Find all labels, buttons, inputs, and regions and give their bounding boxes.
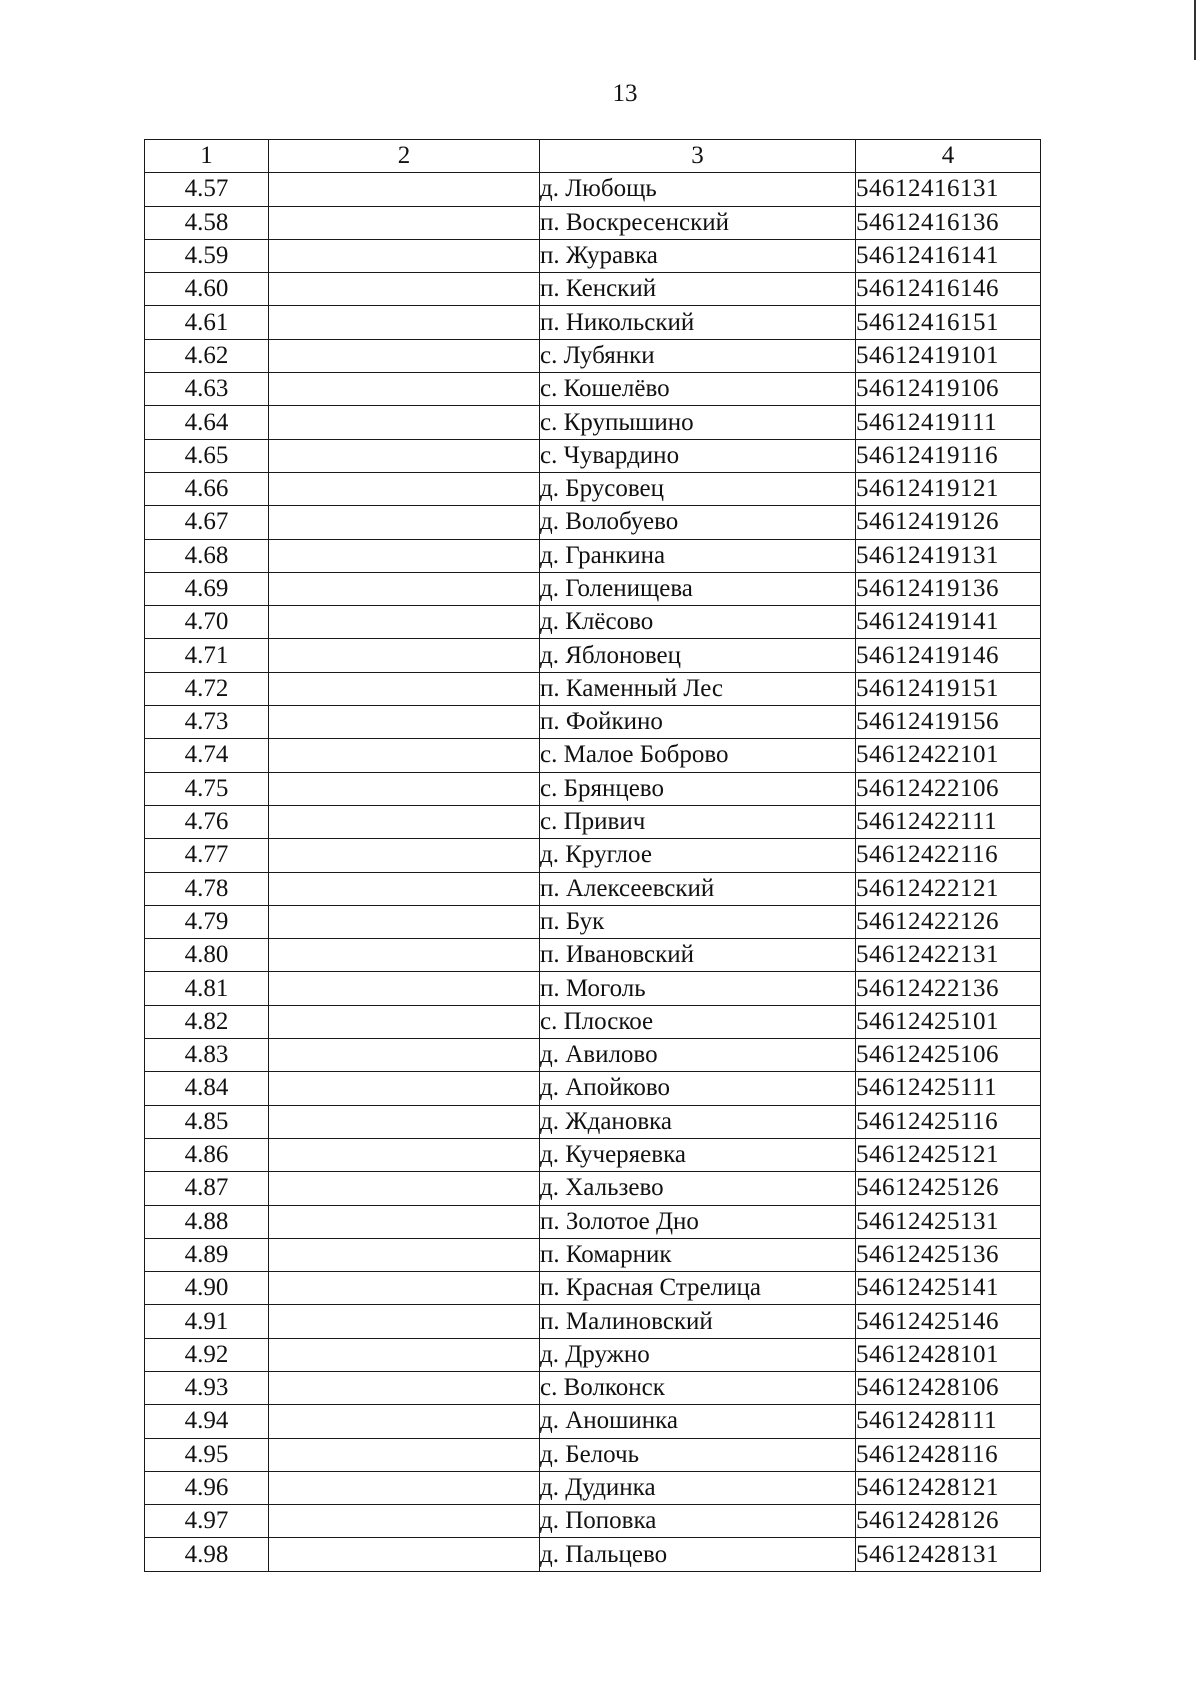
empty-cell [269, 972, 540, 1005]
settlement-name-cell: д. Поповка [540, 1505, 856, 1538]
empty-cell [269, 1105, 540, 1138]
oktmo-code-cell: 54612425136 [856, 1238, 1041, 1271]
empty-cell [269, 706, 540, 739]
settlement-name-cell: д. Голенищева [540, 572, 856, 605]
settlement-name-cell: д. Пальцево [540, 1538, 856, 1571]
settlement-code-table [144, 139, 1041, 1572]
empty-cell [269, 206, 540, 239]
row-number-cell: 4.91 [145, 1305, 269, 1338]
table-row [145, 506, 1041, 539]
table-row [145, 639, 1041, 672]
oktmo-code-cell: 54612422101 [856, 739, 1041, 772]
row-number-cell: 4.63 [145, 373, 269, 406]
row-number-cell: 4.69 [145, 572, 269, 605]
row-number-cell: 4.92 [145, 1338, 269, 1371]
settlement-name-cell: д. Дудинка [540, 1471, 856, 1504]
empty-cell [269, 1272, 540, 1305]
row-number-cell: 4.77 [145, 839, 269, 872]
empty-cell [269, 1505, 540, 1538]
empty-cell [269, 1005, 540, 1038]
settlement-name-cell: д. Ждановка [540, 1105, 856, 1138]
settlement-name-cell: п. Моголь [540, 972, 856, 1005]
settlement-name-cell: с. Плоское [540, 1005, 856, 1038]
empty-cell [269, 1205, 540, 1238]
row-number-cell: 4.68 [145, 539, 269, 572]
table-row [145, 972, 1041, 1005]
settlement-name-cell: п. Ивановский [540, 939, 856, 972]
oktmo-code-cell: 54612422116 [856, 839, 1041, 872]
table-row [145, 1138, 1041, 1171]
table-row [145, 1305, 1041, 1338]
row-number-cell: 4.88 [145, 1205, 269, 1238]
settlement-name-cell: д. Кучеряевка [540, 1138, 856, 1171]
table-row [145, 373, 1041, 406]
empty-cell [269, 1538, 540, 1571]
row-number-cell: 4.89 [145, 1238, 269, 1271]
row-number-cell: 4.93 [145, 1371, 269, 1404]
oktmo-code-cell: 54612416146 [856, 273, 1041, 306]
table-row [145, 772, 1041, 805]
oktmo-code-cell: 54612422136 [856, 972, 1041, 1005]
row-number-cell: 4.84 [145, 1072, 269, 1105]
row-number-cell: 4.94 [145, 1405, 269, 1438]
empty-cell [269, 339, 540, 372]
settlement-name-cell: с. Малое Боброво [540, 739, 856, 772]
settlement-name-cell: д. Гранкина [540, 539, 856, 572]
settlement-name-cell: д. Аношинка [540, 1405, 856, 1438]
oktmo-code-cell: 54612428111 [856, 1405, 1041, 1438]
oktmo-code-cell: 54612419146 [856, 639, 1041, 672]
row-number-cell: 4.72 [145, 672, 269, 705]
settlement-name-cell: с. Кошелёво [540, 373, 856, 406]
empty-cell [269, 1371, 540, 1404]
settlement-name-cell: д. Апойково [540, 1072, 856, 1105]
empty-cell [269, 173, 540, 206]
empty-cell [269, 1138, 540, 1171]
table-row [145, 539, 1041, 572]
table-row [145, 1438, 1041, 1471]
oktmo-code-cell: 54612428121 [856, 1471, 1041, 1504]
empty-cell [269, 1238, 540, 1271]
table-row [145, 672, 1041, 705]
table-row [145, 439, 1041, 472]
empty-cell [269, 1338, 540, 1371]
oktmo-code-cell: 54612425131 [856, 1205, 1041, 1238]
row-number-cell: 4.59 [145, 239, 269, 272]
table-row [145, 872, 1041, 905]
row-number-cell: 4.76 [145, 805, 269, 838]
settlement-name-cell: д. Авилово [540, 1039, 856, 1072]
table-row [145, 1205, 1041, 1238]
settlement-name-cell: с. Привич [540, 805, 856, 838]
empty-cell [269, 805, 540, 838]
settlement-name-cell: д. Белочь [540, 1438, 856, 1471]
empty-cell [269, 472, 540, 505]
row-number-cell: 4.86 [145, 1138, 269, 1171]
oktmo-code-cell: 54612416136 [856, 206, 1041, 239]
settlement-name-cell: д. Клёсово [540, 606, 856, 639]
row-number-cell: 4.87 [145, 1172, 269, 1205]
settlement-name-cell: д. Хальзево [540, 1172, 856, 1205]
settlement-name-cell: п. Воскресенский [540, 206, 856, 239]
oktmo-code-cell: 54612419156 [856, 706, 1041, 739]
table-row [145, 1272, 1041, 1305]
table-row [145, 1405, 1041, 1438]
empty-cell [269, 439, 540, 472]
table-row [145, 706, 1041, 739]
row-number-cell: 4.70 [145, 606, 269, 639]
table-row [145, 572, 1041, 605]
table-row [145, 306, 1041, 339]
table-row [145, 1471, 1041, 1504]
oktmo-code-cell: 54612425116 [856, 1105, 1041, 1138]
table-row [145, 839, 1041, 872]
empty-cell [269, 1305, 540, 1338]
table-row [145, 273, 1041, 306]
table-row [145, 339, 1041, 372]
settlement-name-cell: д. Брусовец [540, 472, 856, 505]
oktmo-code-cell: 54612419111 [856, 406, 1041, 439]
empty-cell [269, 872, 540, 905]
oktmo-code-cell: 54612419136 [856, 572, 1041, 605]
row-number-cell: 4.98 [145, 1538, 269, 1571]
table-row [145, 1072, 1041, 1105]
row-number-cell: 4.58 [145, 206, 269, 239]
oktmo-code-cell: 54612428131 [856, 1538, 1041, 1571]
settlement-name-cell: д. Яблоновец [540, 639, 856, 672]
empty-cell [269, 306, 540, 339]
oktmo-code-cell: 54612419121 [856, 472, 1041, 505]
settlement-name-cell: п. Никольский [540, 306, 856, 339]
row-number-cell: 4.75 [145, 772, 269, 805]
table-row [145, 1338, 1041, 1371]
oktmo-code-cell: 54612419151 [856, 672, 1041, 705]
oktmo-code-cell: 54612428116 [856, 1438, 1041, 1471]
table-row [145, 939, 1041, 972]
page-number: 13 [612, 80, 638, 107]
row-number-cell: 4.64 [145, 406, 269, 439]
table-body [145, 173, 1041, 1571]
empty-cell [269, 572, 540, 605]
empty-cell [269, 1039, 540, 1072]
settlement-name-cell: п. Комарник [540, 1238, 856, 1271]
settlement-name-cell: п. Журавка [540, 239, 856, 272]
empty-cell [269, 273, 540, 306]
empty-cell [269, 539, 540, 572]
oktmo-code-cell: 54612422126 [856, 905, 1041, 938]
oktmo-code-cell: 54612416151 [856, 306, 1041, 339]
table-row [145, 206, 1041, 239]
settlement-name-cell: п. Бук [540, 905, 856, 938]
oktmo-code-cell: 54612419131 [856, 539, 1041, 572]
oktmo-code-cell: 54612428106 [856, 1371, 1041, 1404]
row-number-cell: 4.67 [145, 506, 269, 539]
settlement-name-cell: п. Фойкино [540, 706, 856, 739]
empty-cell [269, 639, 540, 672]
oktmo-code-cell: 54612422111 [856, 805, 1041, 838]
oktmo-code-cell: 54612428101 [856, 1338, 1041, 1371]
settlement-name-cell: п. Кенский [540, 273, 856, 306]
row-number-cell: 4.71 [145, 639, 269, 672]
row-number-cell: 4.85 [145, 1105, 269, 1138]
header-col-1: 1 [145, 140, 269, 173]
row-number-cell: 4.60 [145, 273, 269, 306]
table-row [145, 1238, 1041, 1271]
table-row [145, 406, 1041, 439]
oktmo-code-cell: 54612419106 [856, 373, 1041, 406]
table-row [145, 606, 1041, 639]
empty-cell [269, 739, 540, 772]
row-number-cell: 4.79 [145, 905, 269, 938]
row-number-cell: 4.61 [145, 306, 269, 339]
oktmo-code-cell: 54612425141 [856, 1272, 1041, 1305]
empty-cell [269, 373, 540, 406]
settlement-name-cell: д. Любощь [540, 173, 856, 206]
oktmo-code-cell: 54612425126 [856, 1172, 1041, 1205]
settlement-name-cell: д. Дружно [540, 1338, 856, 1371]
empty-cell [269, 506, 540, 539]
oktmo-code-cell: 54612425111 [856, 1072, 1041, 1105]
settlement-name-cell: д. Круглое [540, 839, 856, 872]
table-row [145, 1505, 1041, 1538]
empty-cell [269, 1405, 540, 1438]
empty-cell [269, 239, 540, 272]
row-number-cell: 4.74 [145, 739, 269, 772]
row-number-cell: 4.66 [145, 472, 269, 505]
oktmo-code-cell: 54612419116 [856, 439, 1041, 472]
empty-cell [269, 406, 540, 439]
oktmo-code-cell: 54612425121 [856, 1138, 1041, 1171]
header-col-4: 4 [856, 140, 1041, 173]
oktmo-code-cell: 54612425101 [856, 1005, 1041, 1038]
row-number-cell: 4.96 [145, 1471, 269, 1504]
row-number-cell: 4.73 [145, 706, 269, 739]
table-row [145, 472, 1041, 505]
scan-edge-mark [1194, 0, 1196, 60]
empty-cell [269, 1072, 540, 1105]
table-row [145, 1005, 1041, 1038]
row-number-cell: 4.65 [145, 439, 269, 472]
settlement-name-cell: п. Красная Стрелица [540, 1272, 856, 1305]
header-col-3: 3 [540, 140, 856, 173]
table-row [145, 805, 1041, 838]
settlement-name-cell: п. Золотое Дно [540, 1205, 856, 1238]
settlement-name-cell: с. Волконск [540, 1371, 856, 1404]
table-row [145, 239, 1041, 272]
oktmo-code-cell: 54612425146 [856, 1305, 1041, 1338]
empty-cell [269, 672, 540, 705]
header-col-2: 2 [269, 140, 540, 173]
settlement-name-cell: д. Волобуево [540, 506, 856, 539]
empty-cell [269, 1172, 540, 1205]
empty-cell [269, 1471, 540, 1504]
row-number-cell: 4.97 [145, 1505, 269, 1538]
empty-cell [269, 905, 540, 938]
settlement-name-cell: п. Алексеевский [540, 872, 856, 905]
settlement-name-cell: с. Лубянки [540, 339, 856, 372]
oktmo-code-cell: 54612419101 [856, 339, 1041, 372]
settlement-name-cell: с. Чувардино [540, 439, 856, 472]
table-row [145, 1105, 1041, 1138]
table-row [145, 905, 1041, 938]
empty-cell [269, 606, 540, 639]
oktmo-code-cell: 54612416141 [856, 239, 1041, 272]
empty-cell [269, 939, 540, 972]
table-row [145, 1538, 1041, 1571]
table-row [145, 1371, 1041, 1404]
table-row [145, 1172, 1041, 1205]
oktmo-code-cell: 54612419126 [856, 506, 1041, 539]
row-number-cell: 4.80 [145, 939, 269, 972]
empty-cell [269, 839, 540, 872]
oktmo-code-cell: 54612428126 [856, 1505, 1041, 1538]
settlement-name-cell: п. Каменный Лес [540, 672, 856, 705]
row-number-cell: 4.82 [145, 1005, 269, 1038]
oktmo-code-cell: 54612422106 [856, 772, 1041, 805]
row-number-cell: 4.78 [145, 872, 269, 905]
oktmo-code-cell: 54612425106 [856, 1039, 1041, 1072]
table-row [145, 739, 1041, 772]
oktmo-code-cell: 54612419141 [856, 606, 1041, 639]
row-number-cell: 4.90 [145, 1272, 269, 1305]
row-number-cell: 4.83 [145, 1039, 269, 1072]
empty-cell [269, 1438, 540, 1471]
table-row [145, 1039, 1041, 1072]
oktmo-code-cell: 54612422121 [856, 872, 1041, 905]
row-number-cell: 4.62 [145, 339, 269, 372]
settlement-name-cell: с. Брянцево [540, 772, 856, 805]
empty-cell [269, 772, 540, 805]
row-number-cell: 4.95 [145, 1438, 269, 1471]
settlement-name-cell: с. Крупышино [540, 406, 856, 439]
oktmo-code-cell: 54612416131 [856, 173, 1041, 206]
settlement-name-cell: п. Малиновский [540, 1305, 856, 1338]
row-number-cell: 4.57 [145, 173, 269, 206]
oktmo-code-cell: 54612422131 [856, 939, 1041, 972]
table-row [145, 173, 1041, 206]
row-number-cell: 4.81 [145, 972, 269, 1005]
table-header-row [145, 140, 1041, 173]
